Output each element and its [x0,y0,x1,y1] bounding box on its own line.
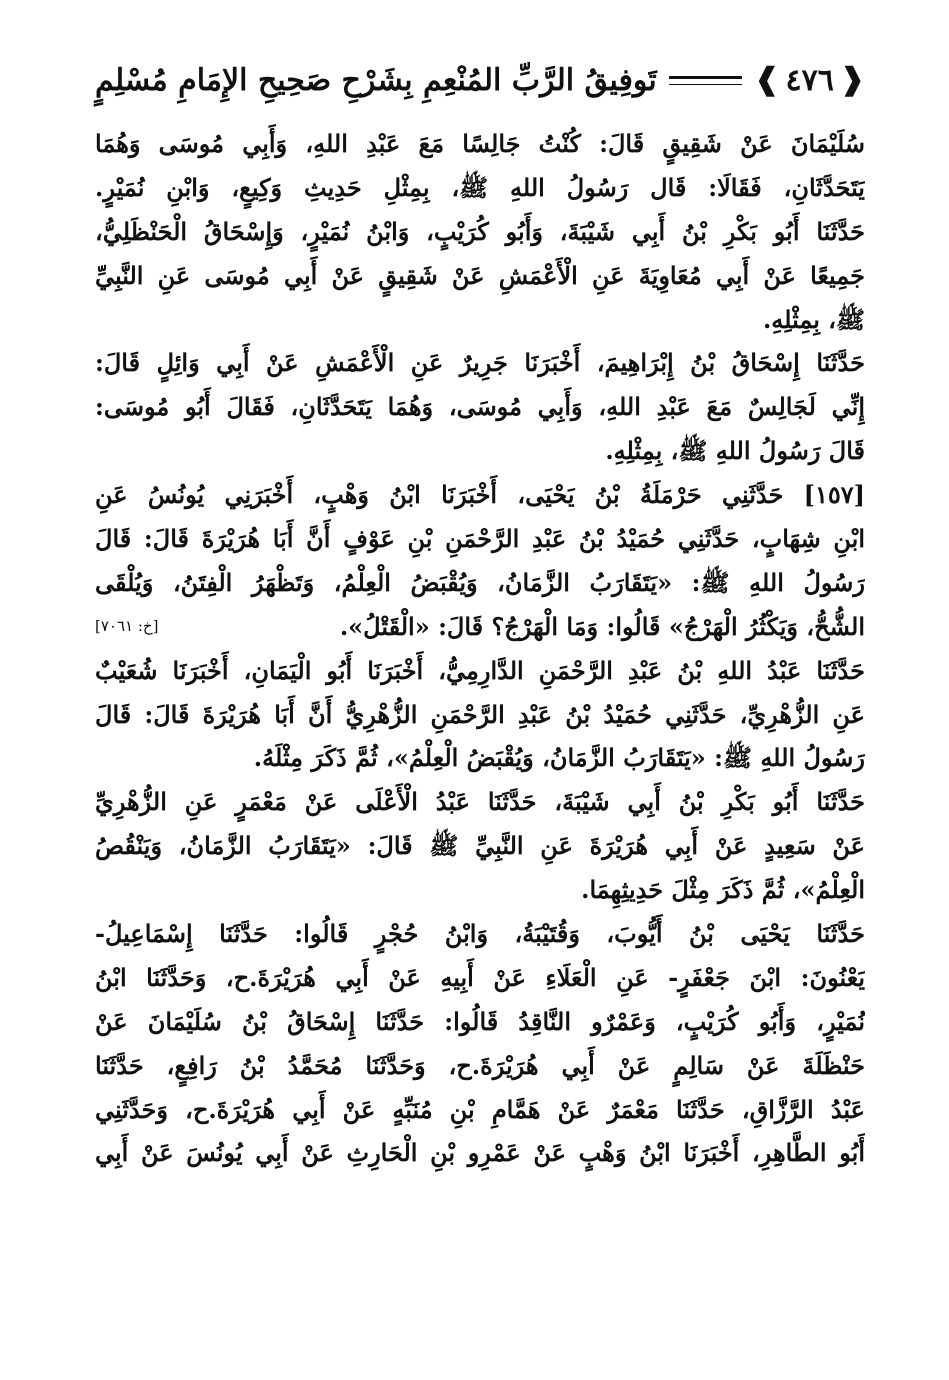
text-line: الْعِلْمُ»، ثُمَّ ذَكَرَ مِثْلَ حَدِيثِهِمَا. [581,875,865,905]
text-line: يَتَحَدَّثَانِ، فَقَالَا: قَال رَسُولُ اللهِ ﷺ، بِمِثْلِ حَدِيثِ وَكِيعٍ، وَابْنِ نُمَيْرٍ. [95,172,865,202]
text-line: رَسُولُ اللهِ ﷺ: «يَتَقَارَبُ الزَّمَانُ، وَيُقْبَضُ الْعِلْمُ»، ثُمَّ ذَكَرَ مِثْلَهُ. [253,743,865,773]
text-line: سُلَيْمَانَ عَنْ شَقِيقٍ قَالَ: كُنْتُ جَالِسًا مَعَ عَبْدِ اللهِ، وَأَبِي مُوسَى وَهُمَا [95,129,865,158]
text-line-with-reference [95,605,865,649]
text-line: عَبْدُ الرَّزَّاقِ، حَدَّثَنَا مَعْمَرٌ عَنْ هَمَّامِ بْنِ مُنَبِّهٍ عَنْ أَبِي هُرَيْرَةَ.ح، وَحَدَّثَنِي [95,1094,865,1124]
text-line: قَالَ رَسُولُ اللهِ ﷺ، بِمِثْلِهِ. [605,436,865,466]
text-line: جَمِيعًا عَنْ أَبِي مُعَاوِيَةَ عَنِ الْأَعْمَشِ عَنْ شَقِيقٍ عَنْ أَبِي مُوسَى عَنِ النَّبِيِّ [95,260,865,290]
text-line: يَعْنُونَ: ابْنَ جَعْفَرٍ- عَنِ الْعَلَاءِ عَنْ أَبِيهِ عَنْ أَبِي هُرَيْرَةَ.ح، وَحَدَّثَنَا ابْنُ [95,962,865,992]
text-line: نُمَيْرٍ، وَأَبُو كُرَيْبٍ، وَعَمْرٌو النَّاقِدُ قَالُوا: حَدَّثَنَا إِسْحَاقُ بْنُ سُلَيْمَانَ عَنْ [95,1006,865,1036]
text-line: حَدَّثَنَا أَبُو بَكْرِ بْنُ أَبِي شَيْبَةَ، حَدَّثَنَا عَبْدُ الْأَعْلَى عَنْ مَعْمَرٍ عَنِ الزُّهْرِيِّ [95,787,865,817]
hadith-text [95,122,865,1175]
text-line: حَدَّثَنَا عَبْدُ اللهِ بْنُ عَبْدِ الرَّحْمَنِ الدَّارِمِيُّ، أَخْبَرَنَا أَبُو الْيَمَانِ، أَخْبَرَنَا شُعَيْبٌ [95,655,865,685]
bukhari-cross-reference: [خ: ٧٠٦١] [95,616,159,635]
text-line: حَدَّثَنَا أَبُو بَكْرِ بْنُ أَبِي شَيْبَةَ، وَأَبُو كُرَيْبٍ، وَابْنُ نُمَيْرٍ، وَإِسْحَاقُ الْحَنْظَلِيُّ، [95,216,865,246]
ornament-left-icon: ❱ [754,62,780,97]
page-number: ٤٧٦ [785,62,834,98]
text-line: عَنِ الزُّهْرِيِّ، حَدَّثَنِي حُمَيْدُ بْنُ عَبْدِ الرَّحْمَنِ الزُّهْرِيُّ أَنَّ أَبَا هُرَيْرَةَ قَالَ: قَالَ [95,699,865,729]
text-line-content: الشُّحُّ، وَيَكْثُرُ الْهَرْجُ» قَالُوا: وَمَا الْهَرْجُ؟ قَالَ: «الْقَتْلُ». [339,611,865,641]
text-line: عَنْ سَعِيدٍ عَنْ أَبِي هُرَيْرَةَ عَنِ النَّبِيِّ ﷺ قَالَ: «يَتَقَارَبُ الزَّمَانُ، وَيَنْقُصُ [95,831,865,861]
page-header [95,48,865,112]
text-line: حَنْظَلَةَ عَنْ سَالِمٍ عَنْ أَبِي هُرَيْرَةَ.ح، وَحَدَّثَنَا مُحَمَّدُ بْنُ رَافِعٍ، حَدَّثَنَا [95,1050,865,1080]
text-line: رَسُولُ اللهِ ﷺ: «يَتَقَارَبُ الزَّمَانُ، وَيُقْبَضُ الْعِلْمُ، وَتَظْهَرُ الْفِتَنُ، وَيُلْقَى [95,567,865,597]
ornament-right-icon: ❰ [839,62,865,97]
text-line: حَدَّثَنَا إِسْحَاقُ بْنُ إِبْرَاهِيمَ، أَخْبَرَنَا جَرِيرٌ عَنِ الْأَعْمَشِ عَنْ أَبِي وَائِلٍ قَالَ: [95,348,865,378]
page-number-badge [754,63,865,98]
book-title: تَوفِيقُ الرَّبِّ المُنْعِمِ بِشَرْحِ صَحِيحِ الإِمَامِ مُسْلِمٍ [95,62,657,98]
text-line: ابْنِ شِهَابٍ، حَدَّثَنِي حُمَيْدُ بْنُ عَبْدِ الرَّحْمَنِ بْنِ عَوْفٍ أَنَّ أَبَا هُرَيْرَةَ قَالَ: قَالَ [95,524,865,554]
text-line: ﷺ، بِمِثْلِهِ. [762,304,865,334]
text-line: حَدَّثَنَا يَحْيَى بْنُ أَيُّوبَ، وَقُتَيْبَةُ، وَابْنُ حُجْرٍ قَالُوا: حَدَّثَنَا إِسْمَاعِيلُ- [95,919,865,949]
text-line: [١٥٧] حَدَّثَنِي حَرْمَلَةُ بْنُ يَحْيَى، أَخْبَرَنَا ابْنُ وَهْبٍ، أَخْبَرَنِي يُونُسُ عَنِ [95,480,865,510]
text-line: أَبُو الطَّاهِرِ، أَخْبَرَنَا ابْنُ وَهْبٍ عَنْ عَمْرِو بْنِ الْحَارِثِ عَنْ أَبِي يُونُسَ عَنْ أَبِي [95,1138,865,1168]
text-line: إِنِّي لَجَالِسٌ مَعَ عَبْدِ اللهِ، وَأَبِي مُوسَى، وَهُمَا يَتَحَدَّثَانِ، فَقَالَ أَبُو مُوسَى: [95,392,865,422]
header-divider [669,76,743,85]
